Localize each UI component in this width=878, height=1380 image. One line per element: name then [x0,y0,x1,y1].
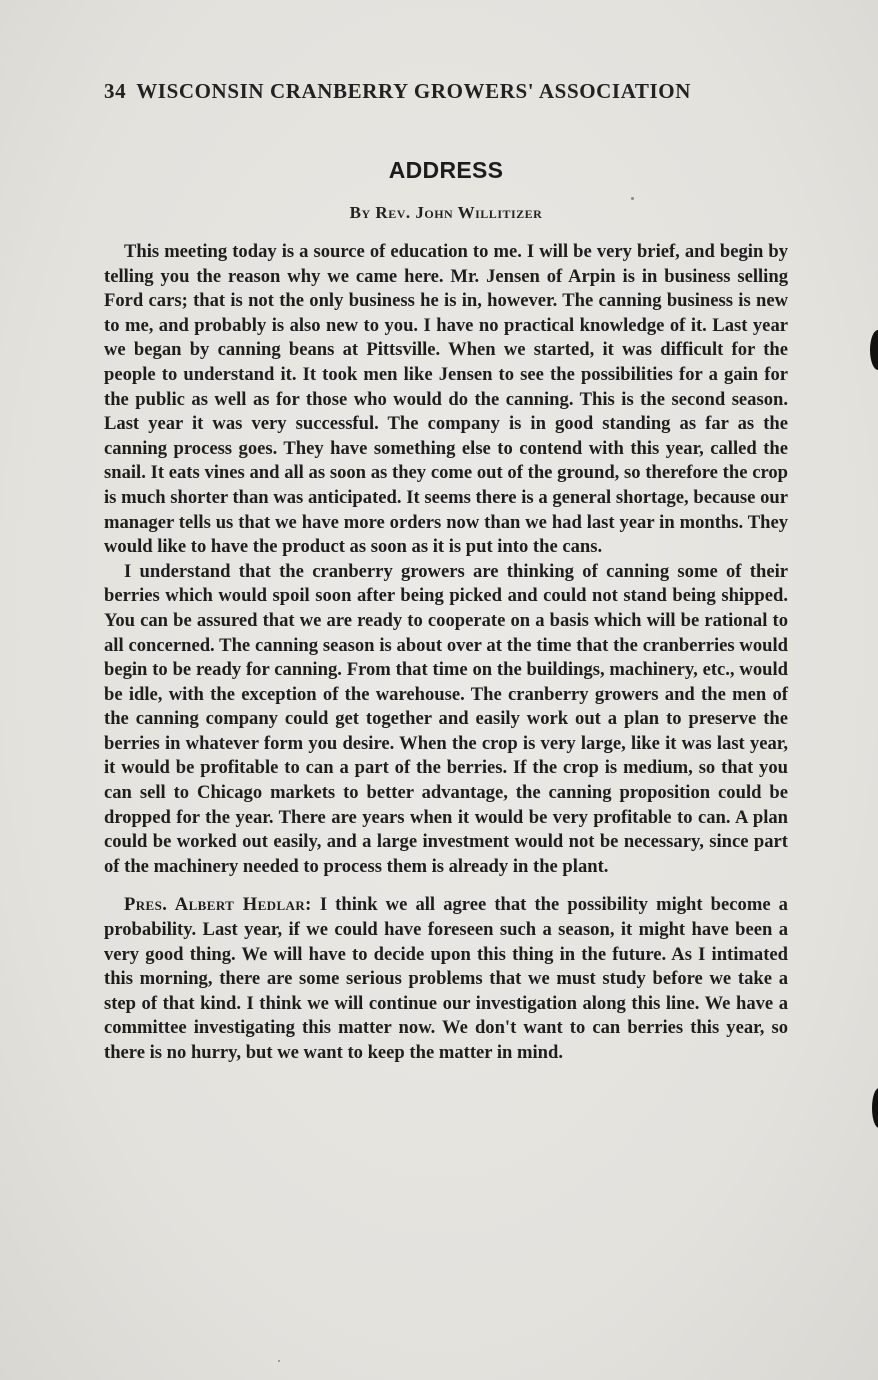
binding-hole-mark [872,1088,878,1128]
body-paragraph: I understand that the cranberry growers are thinking of canning some of their berries which would spoil soon after being picked and could not stand being shipped. You can be assured that we are ready to cooperate on a basis which will be rational to all concerned. The canning season is about over at the time that the cranberries would begin to be ready for canning. From that time on the buildings, machinery, etc., would be idle, with the exception of the warehouse. The cranberry growers and the men of the canning company could get together and easily work out a plan to preserve the berries in whatever form you desire. When the crop is very large, like it was last year, it would be profitable to can a part of the berries. If the crop is medium, so that you can sell to Chicago markets to better advantage, the canning proposition could be dropped for the year. There are years when it would be very profitable to can. A plan could be worked out easily, and a large investment would not be necessary, since part of the machinery needed to process them is already in the plant. [104,560,788,877]
article-body [104,240,788,1066]
article-byline: By Rev. John Willitizer [349,203,543,222]
remarks-text: I think we all agree that the possibility might become a probability. Last year, if we could have foreseen such a season, it might have been a very good thing. We will have to decide upon this thing in the future. As I intimated this morning, there are some serious problems that we must study before we take a step of that kind. I think we will continue our investigation along this line. We have a committee investigating this matter now. We don't want to can berries this year, so there is no hurry, but we want to keep the matter in mind. [104,894,788,1063]
binding-hole-mark [870,330,878,370]
body-paragraph: This meeting today is a source of education to me. I will be very brief, and begin by telling you the reason why we came here. Mr. Jensen of Arpin is in business selling Ford cars; that is not the only business he is in, however. The canning business is new to me, and probably is also new to you. I have no practical knowledge of it. Last year we began by canning beans at Pittsville. When we started, it was difficult for the people to understand it. It took men like Jensen to see the possibilities for a gain for the public as well as for those who would do the canning. This is the second season. Last year it was very successful. The company is in good standing as far as the canning process goes. They have something else to contend with this year, called the snail. It eats vines and all as soon as they come out of the ground, so therefore the crop is much shorter than was anticipated. It seems there is a general shortage, because our manager tells us that we have more orders now than we had last year in months. They would like to have the product as soon as it is put into the cans. [104,241,788,558]
article-title: ADDRESS [388,157,504,183]
paper-speck [631,197,634,200]
running-head [104,79,784,104]
speaker-name: Pres. Albert Hedlar: [124,894,312,916]
paper-speck [278,1360,280,1362]
remarks-paragraph [104,893,788,1065]
page-number: 34 [104,79,127,103]
running-head-title: WISCONSIN CRANBERRY GROWERS' ASSOCIATION [136,79,691,103]
